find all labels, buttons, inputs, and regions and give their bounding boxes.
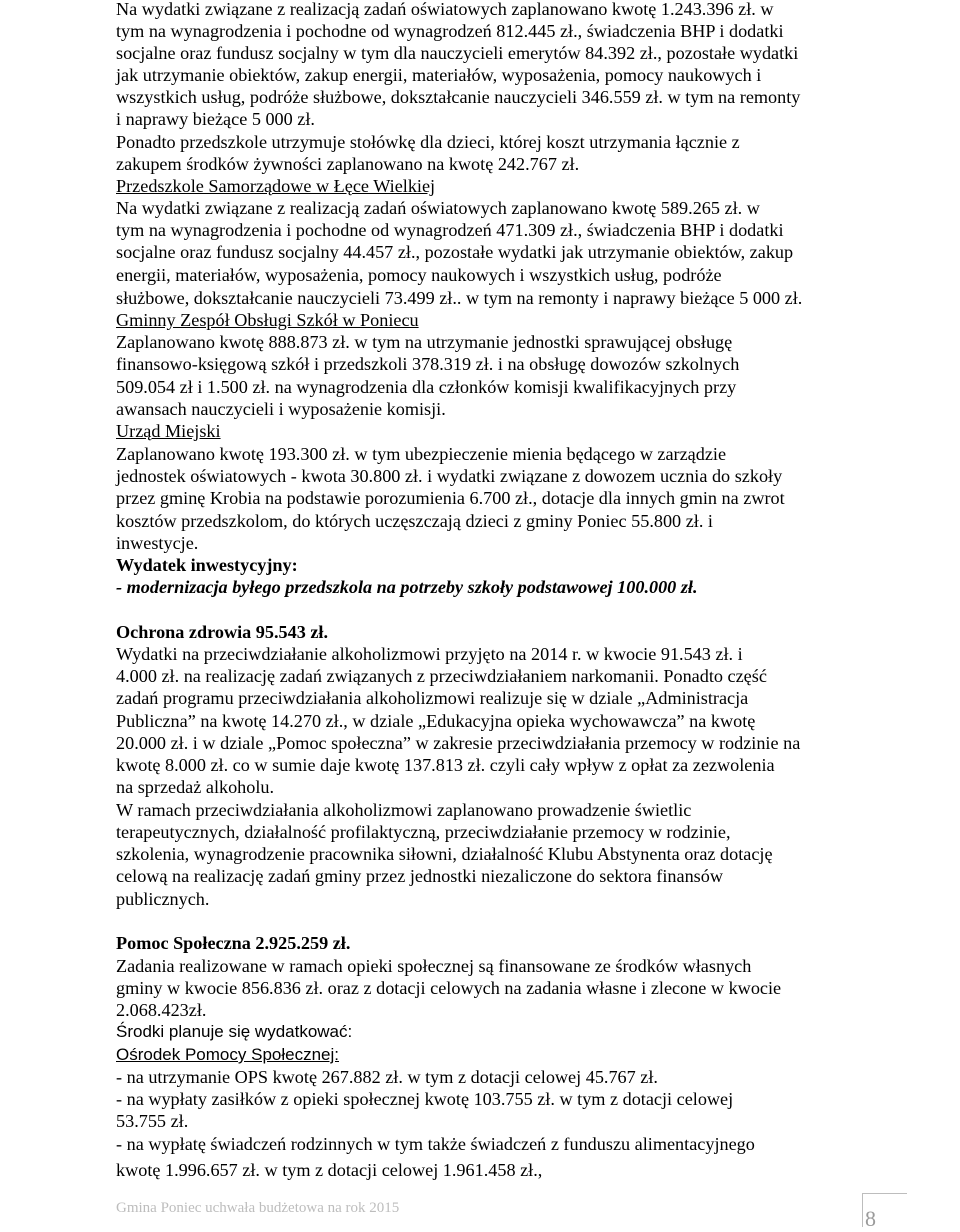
text-line: wszystkich usług, podróże służbowe, dokształcanie nauczycieli 346.559 zł. w tym na remonty — [116, 87, 801, 107]
text-line: kwotę 8.000 zł. co w sumie daje kwotę 137.813 zł. czyli cały wpływ z opłat za zezwolenia — [116, 755, 775, 775]
text-line: 4.000 zł. na realizację zadań związanych z przeciwdziałaniem narkomanii. Ponadto część — [116, 666, 767, 686]
text-line: i naprawy bieżące 5 000 zł. — [116, 109, 315, 129]
text-line: na sprzedaż alkoholu. — [116, 777, 275, 797]
text-line: Środki planuje się wydatkować: — [116, 1022, 353, 1041]
text-line: socjalne oraz fundusz socjalny w tym dla nauczycieli emerytów 84.392 zł., pozostałe wydatki — [116, 43, 799, 63]
text-line: energii, materiałów, wyposażenia, pomocy naukowych i wszystkich usług, podróże — [116, 265, 722, 285]
text-line: 509.054 zł i 1.500 zł. na wynagrodzenia dla członków komisji kwalifikacyjnych przy — [116, 377, 737, 397]
investment-heading: Wydatek inwestycyjny: — [116, 555, 298, 575]
text-line: socjalne oraz fundusz socjalny 44.457 zł., pozostałe wydatki jak utrzymanie obiektów, zakup — [116, 242, 794, 262]
text-line: Na wydatki związane z realizacją zadań oświatowych zaplanowano kwotę 589.265 zł. w — [116, 198, 760, 218]
text-line: jak utrzymanie obiektów, zakup energii, materiałów, wyposażenia, pomocy naukowych i — [116, 65, 762, 85]
text-line: Na wydatki związane z realizacją zadań oświatowych zaplanowano kwotę 1.243.396 zł. w — [116, 0, 774, 19]
list-item: - na wypłatę świadczeń rodzinnych w tym także świadczeń z funduszu alimentacyjnego — [116, 1134, 755, 1154]
page-number: 8 — [865, 1206, 876, 1231]
text-line: tym na wynagrodzenia i pochodne od wynagrodzeń 812.445 zł., świadczenia BHP i dodatki — [116, 21, 784, 41]
page-footer: Gmina Poniec uchwała budżetowa na rok 2015 — [116, 1200, 400, 1216]
list-item: - na wypłaty zasiłków z opieki społecznej kwotę 103.755 zł. w tym z dotacji celowej — [116, 1089, 734, 1109]
subsection-heading: Ośrodek Pomocy Społecznej: — [116, 1045, 339, 1064]
text-line: Publiczna” na kwotę 14.270 zł., w dziale „Edukacyjna opieka wychowawcza” na kwotę — [116, 711, 756, 731]
text-line: Zaplanowano kwotę 888.873 zł. w tym na utrzymanie jednostki sprawującej obsługę — [116, 332, 733, 352]
investment-item: - modernizacja byłego przedszkola na potrzeby szkoły podstawowej 100.000 zł. — [116, 577, 698, 597]
text-line: Zadania realizowane w ramach opieki społecznej są finansowane ze środków własnych — [116, 956, 752, 976]
section-heading-social: Pomoc Społeczna 2.925.259 zł. — [116, 933, 351, 953]
text-line: służbowe, dokształcanie nauczycieli 73.499 zł.. w tym na remonty i naprawy bieżące 5 000 zł. — [116, 288, 803, 308]
text-line: zadań programu przeciwdziałania alkoholizmowi realizuje się w dziale „Administracja — [116, 688, 749, 708]
list-item: - na utrzymanie OPS kwotę 267.882 zł. w tym z dotacji celowej 45.767 zł. — [116, 1067, 658, 1087]
text-line: awansach nauczycieli i wyposażenie komisji. — [116, 399, 446, 419]
text-line: kwotę 1.996.657 zł. w tym z dotacji celowej 1.961.458 zł., — [116, 1160, 543, 1180]
section-heading: Gminny Zespół Obsługi Szkół w Poniecu — [116, 310, 419, 330]
text-line: zakupem środków żywności zaplanowano na kwotę 242.767 zł. — [116, 154, 580, 174]
text-line: kosztów przedszkolom, do których uczęszczają dzieci z gminy Poniec 55.800 zł. i — [116, 511, 713, 531]
text-line: publicznych. — [116, 889, 210, 909]
section-heading: Urząd Miejski — [116, 421, 221, 441]
text-line: Ponadto przedszkole utrzymuje stołówkę dla dzieci, której koszt utrzymania łącznie z — [116, 132, 740, 152]
text-line: przez gminę Krobia na podstawie porozumienia 6.700 zł., dotacje dla innych gmin na zwrot — [116, 488, 785, 508]
text-line: tym na wynagrodzenia i pochodne od wynagrodzeń 471.309 zł., świadczenia BHP i dodatki — [116, 220, 784, 240]
text-line: 53.755 zł. — [116, 1111, 189, 1131]
text-line: 2.068.423zł. — [116, 1000, 207, 1020]
text-line: inwestycje. — [116, 533, 199, 553]
section-heading: Przedszkole Samorządowe w Łęce Wielkiej — [116, 176, 436, 196]
text-line: W ramach przeciwdziałania alkoholizmowi zaplanowano prowadzenie świetlic — [116, 800, 692, 820]
text-line: 20.000 zł. i w dziale „Pomoc społeczna” w zakresie przeciwdziałania przemocy w rodzinie na — [116, 733, 801, 753]
text-line: finansowo-księgową szkół i przedszkoli 378.319 zł. i na obsługę dowozów szkolnych — [116, 354, 740, 374]
text-line: szkolenia, wynagrodzenie pracownika siłowni, działalność Klubu Abstynenta oraz dotację — [116, 844, 773, 864]
text-line: jednostek oświatowych - kwota 30.800 zł. i wydatki związane z dowozem ucznia do szkoły — [116, 466, 783, 486]
text-line: gminy w kwocie 856.836 zł. oraz z dotacji celowych na zadania własne i zlecone w kwocie — [116, 978, 782, 998]
text-line: Wydatki na przeciwdziałanie alkoholizmowi przyjęto na 2014 r. w kwocie 91.543 zł. i — [116, 644, 743, 664]
text-line: celową na realizację zadań gminy przez jednostki niezaliczone do sektora finansów — [116, 866, 723, 886]
text-line: Zaplanowano kwotę 193.300 zł. w tym ubezpieczenie mienia będącego w zarządzie — [116, 444, 727, 464]
text-line: terapeutycznych, działalność profilaktyczną, przeciwdziałanie przemocy w rodzinie, — [116, 822, 731, 842]
section-heading-health: Ochrona zdrowia 95.543 zł. — [116, 622, 329, 642]
